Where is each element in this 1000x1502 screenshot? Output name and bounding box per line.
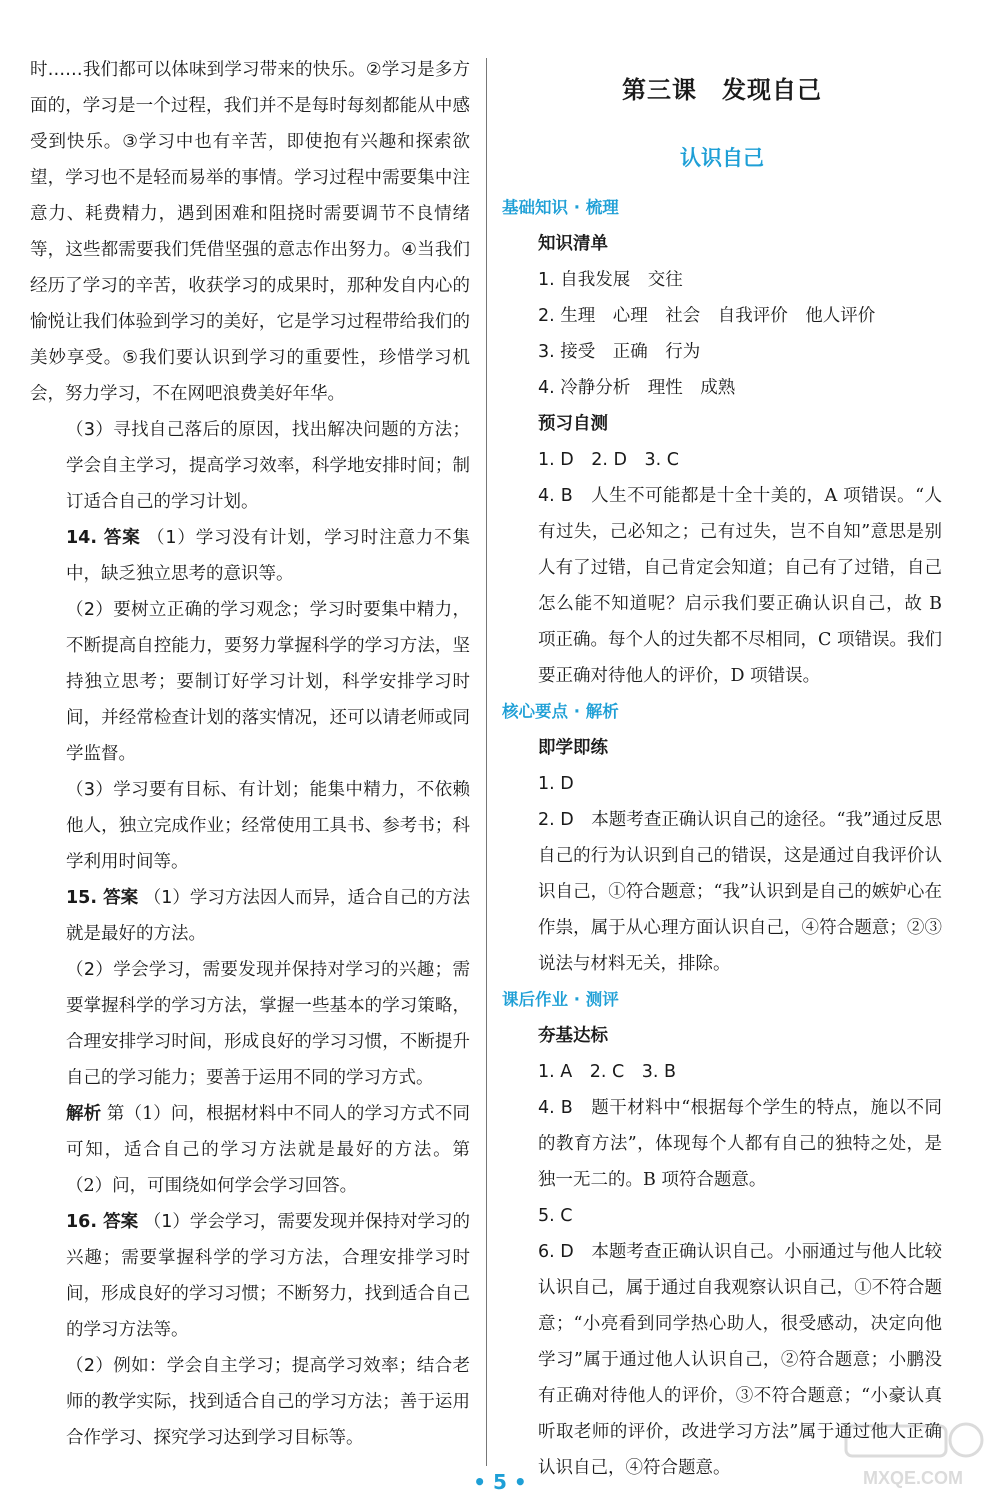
answer-line: 1. D 2. D 3. C <box>538 450 679 470</box>
section-heading-homework: 课后作业 · 测评 <box>502 990 619 1009</box>
answer-line: 1. A 2. C 3. B <box>538 1062 676 1082</box>
subheading-knowledge-list: 知识清单 <box>538 234 608 254</box>
watermark-text: MXQE.COM <box>862 1468 964 1488</box>
answer-label: 15. 答案 <box>66 888 139 908</box>
paragraph: 时……我们都可以体味到学习带来的快乐。②学习是多方面的，学习是一个过程，我们并不是每时每刻都能从中感受到快乐。③学习中也有辛苦，即使抱有兴趣和探索欲望，学习也不是轻而易举的事情。学习过程中需要集中注意力、耗费精力，遇到困难和阻挠时需要调节不良情绪等，这些都需要我们凭借坚强的意志作出努力。④当我们经历了学习的辛苦，收获学习的成果时，那种发自内心的愉悦让我们体验到学习的美好，它是学习过程带给我们的美妙享受。⑤我们要认识到学习的重要性，珍惜学习机会，努力学习，不在网吧浪费美好年华。 <box>30 60 470 404</box>
section-heading-core: 核心要点 · 解析 <box>502 702 619 721</box>
knowledge-item: 4. 冷静分析 理性 成熟 <box>538 378 736 398</box>
answer-text: （1）学习没有计划，学习时注意力不集中，缺乏独立思考的意识等。 <box>66 528 470 584</box>
answer-paragraph <box>502 802 942 982</box>
right-column <box>502 52 942 1486</box>
answer-line: 1. D <box>538 774 574 794</box>
answer-explanation: 本题考查正确认识自己。小丽通过与他人比较认识自己，属于通过自我观察认识自己，①不符合题意；“小亮看到同学热心助人，很受感动，决定向他学习”属于通过他人认识自己，②符合题意；小鹏没有正确对待他人的评价，③不符合题意；“小豪认真听取老师的评价，改进学习方法”属于通过他人正确认识自己，④符合题意。 <box>538 1242 943 1478</box>
subheading-practice: 即学即练 <box>538 738 608 758</box>
answer-line: 5. C <box>538 1206 573 1226</box>
subheading-preview-test: 预习自测 <box>538 414 608 434</box>
answer-label: 14. 答案 <box>66 528 141 548</box>
paragraph: （3）学习要有目标、有计划；能集中精力，不依赖他人，独立完成作业；经常使用工具书、参考书；科学利用时间等。 <box>66 780 470 872</box>
answer-label: 6. D <box>538 1242 574 1262</box>
paragraph: （2）学会学习，需要发现并保持对学习的兴趣；需要掌握科学的学习方法，掌握一些基本的学习策略，合理安排学习时间，形成良好的学习习惯，不断提升自己的学习能力；要善于运用不同的学习方式。 <box>66 960 470 1088</box>
knowledge-item: 2. 生理 心理 社会 自我评价 他人评价 <box>538 306 876 326</box>
watermark-logo <box>838 1420 988 1492</box>
subheading-foundation: 夯基达标 <box>538 1026 608 1046</box>
paragraph: （3）寻找自己落后的原因，找出解决问题的方法；学会自主学习，提高学习效率，科学地安排时间；制订适合自己的学习计划。 <box>66 420 470 512</box>
answer-label: 4. B <box>538 1098 573 1118</box>
column-divider <box>486 58 487 1466</box>
paragraph: （2）要树立正确的学习观念；学习时要集中精力，不断提高自控能力，要努力掌握科学的学习方法，坚持独立思考；要制订好学习计划，科学安排学习时间，并经常检查计划的落实情况，还可以请老师或同学监督。 <box>66 600 470 764</box>
knowledge-item: 1. 自我发展 交往 <box>538 270 683 290</box>
analysis-paragraph <box>30 1096 470 1204</box>
answer-label: 4. B <box>538 486 573 506</box>
answer-label: 2. D <box>538 810 574 830</box>
answer-paragraph <box>30 880 470 952</box>
answer-paragraph <box>502 478 942 694</box>
analysis-label: 解析 <box>66 1104 102 1124</box>
answer-explanation: 本题考查正确认识自己的途径。“我”通过反思自己的行为认识到自己的错误，这是通过自我评价认识自己，①符合题意；“我”认识到是自己的嫉妒心在作祟，属于从心理方面认识自己，④符合题意；②③说法与材料无关，排除。 <box>538 810 942 974</box>
answer-paragraph <box>30 1204 470 1348</box>
paragraph: （2）例如：学会自主学习；提高学习效率；结合老师的教学实际，找到适合自己的学习方法；善于运用合作学习、探究学习达到学习目标等。 <box>66 1356 470 1448</box>
answer-text: （1）学习方法因人而异，适合自己的方法就是最好的方法。 <box>66 888 470 944</box>
analysis-text: 第（1）问，根据材料中不同人的学习方式不同可知，适合自己的学习方法就是最好的方法。第（2）问，可围绕如何学会学习回答。 <box>66 1104 470 1196</box>
answer-paragraph <box>30 520 470 592</box>
lesson-title: 第三课 发现自己 <box>622 76 822 104</box>
knowledge-item: 3. 接受 正确 行为 <box>538 342 701 362</box>
page-number: • 5 • <box>473 1470 527 1494</box>
left-column <box>30 52 470 1456</box>
answer-paragraph <box>502 1090 942 1198</box>
answer-label: 16. 答案 <box>66 1212 139 1232</box>
answer-text: （1）学会学习，需要发现并保持对学习的兴趣；需要掌握科学的学习方法，合理安排学习时间，形成良好的学习习惯；不断努力，找到适合自己的学习方法等。 <box>66 1212 470 1340</box>
answer-explanation: 人生不可能都是十全十美的，A 项错误。“人有过失，己必知之；己有过失，岂不自知”意思是别人有了过错，自己肯定会知道；自己有了过错，自己怎么能不知道呢？启示我们要正确认识自己，故 B 项正确。每个人的过失都不尽相同，C 项错误。我们要正确对待他人的评价，D 项错误。 <box>538 486 943 686</box>
section-title: 认识自己 <box>680 146 764 170</box>
answer-explanation: 题干材料中“根据每个学生的特点，施以不同的教育方法”，体现每个人都有自己的独特之处，是独一无二的。B 项符合题意。 <box>538 1098 943 1190</box>
section-heading-basics: 基础知识 · 梳理 <box>502 198 619 217</box>
